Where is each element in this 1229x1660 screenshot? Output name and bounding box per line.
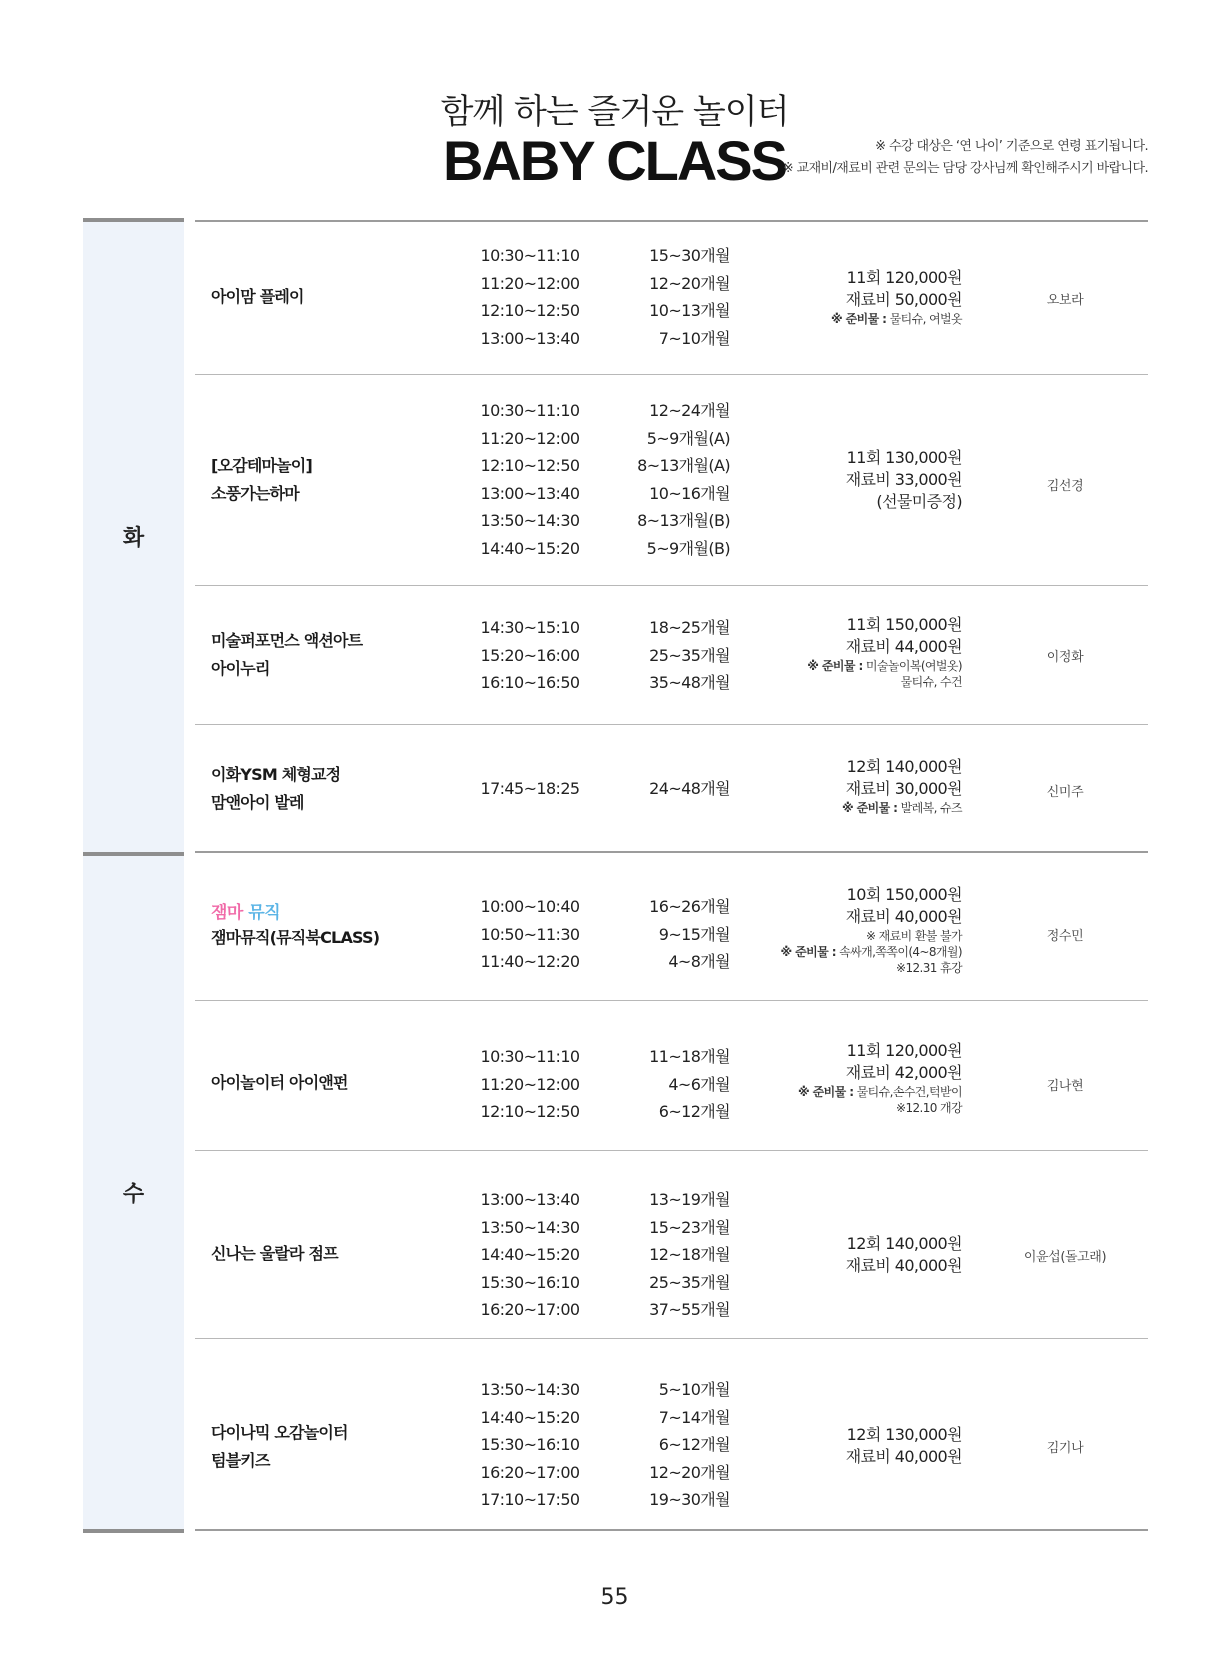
table-bottom-line	[195, 1529, 1148, 1531]
day-column-divider-bar	[83, 852, 184, 856]
day-column-top-bar	[83, 218, 184, 222]
day-wednesday: 수	[83, 856, 184, 1529]
class-name: 다이나믹 오감놀이터 텀블키즈	[211, 1423, 348, 1470]
page-subtitle: 함께 하는 즐거운 놀이터	[440, 92, 789, 132]
class-times: 14:30~15:10 15:20~16:00 16:10~16:50	[480, 618, 580, 692]
class-times: 10:30~11:10 11:20~12:00 12:10~12:50	[480, 1047, 580, 1121]
row-divider	[195, 724, 1148, 725]
class-teacher: 오보라	[1046, 293, 1084, 308]
class-name: 잼마 뮤직 잼마뮤직(뮤직북CLASS)	[211, 902, 441, 952]
class-ages: 11~18개월 4~6개월 6~12개월	[649, 1047, 730, 1121]
class-name: 미술퍼포먼스 액션아트 아이누리	[211, 631, 363, 678]
note-material-fee: ※ 교재비/재료비 관련 문의는 담당 강사님께 확인해주시기 바랍니다.	[782, 161, 1148, 176]
page-title: BABY CLASS	[442, 129, 786, 192]
page-number: 55	[600, 1585, 629, 1610]
header-notes	[783, 136, 1148, 180]
class-ages: 24~48개월	[649, 779, 730, 798]
class-fee: 10회 150,000원 재료비 40,000원 ※ 재료비 환불 불가 ※ 준비물 : 속싸개,쪽쪽이(4~8개월) ※12.31 휴강	[780, 885, 962, 975]
class-ages: 18~25개월 25~35개월 35~48개월	[649, 618, 730, 692]
row-divider	[195, 1338, 1148, 1339]
class-name: 이화YSM 체형교정 맘앤아이 발레	[211, 765, 341, 812]
note-age-basis: ※ 수강 대상은 ‘연 나이’ 기준으로 연령 표기됩니다.	[875, 139, 1148, 154]
row-divider-day	[195, 851, 1148, 853]
day-column-bottom-bar	[83, 1529, 184, 1533]
class-ages: 13~19개월 15~23개월 12~18개월 25~35개월 37~55개월	[649, 1190, 730, 1319]
class-ages: 5~10개월 7~14개월 6~12개월 12~20개월 19~30개월	[649, 1380, 730, 1509]
row-divider	[195, 1000, 1148, 1001]
class-name: 아이맘 플레이	[211, 287, 304, 306]
row-divider	[195, 374, 1148, 375]
class-fee: 11회 120,000원 재료비 42,000원 ※ 준비물 : 물티슈,손수건,턱받이 ※12.10 개강	[798, 1041, 962, 1115]
class-fee: 12회 140,000원 재료비 40,000원	[845, 1234, 962, 1275]
class-ages: 12~24개월 5~9개월(A) 8~13개월(A) 10~16개월 8~13개월(B) 5~9개월(B)	[637, 401, 730, 558]
class-times: 10:00~10:40 10:50~11:30 11:40~12:20	[480, 897, 580, 971]
row-divider	[195, 585, 1148, 586]
class-teacher: 신미주	[1046, 785, 1084, 800]
table-top-line	[195, 220, 1148, 222]
class-fee: 12회 130,000원 재료비 40,000원	[845, 1425, 962, 1466]
class-teacher: 이정화	[1046, 650, 1084, 665]
class-ages: 16~26개월 9~15개월 4~8개월	[649, 897, 730, 971]
class-name: 아이놀이터 아이앤펀	[211, 1073, 348, 1092]
class-times: 17:45~18:25	[480, 779, 580, 798]
class-teacher: 김기나	[1046, 1441, 1084, 1456]
class-fee: 11회 120,000원 재료비 50,000원 ※ 준비물 : 물티슈, 여벌옷	[830, 268, 962, 326]
row-divider	[195, 1150, 1148, 1151]
class-fee: 11회 150,000원 재료비 44,000원 ※ 준비물 : 미술놀이복(여벌옷) 물티슈, 수건	[807, 615, 962, 689]
class-times: 13:50~14:30 14:40~15:20 15:30~16:10 16:20~17:00 17:10~17:50	[480, 1380, 580, 1509]
class-teacher: 김나현	[1046, 1079, 1084, 1094]
jamma-music-logo: 잼마 뮤직	[211, 903, 281, 923]
class-name: 신나는 울랄라 점프	[211, 1244, 338, 1263]
class-times: 10:30~11:10 11:20~12:00 12:10~12:50 13:00~13:40 13:50~14:30 14:40~15:20	[480, 401, 580, 558]
day-tuesday: 화	[83, 220, 184, 852]
class-times: 13:00~13:40 13:50~14:30 14:40~15:20 15:30~16:10 16:20~17:00	[480, 1190, 580, 1319]
class-teacher: 김선경	[1046, 479, 1084, 494]
class-fee: 11회 130,000원 재료비 33,000원 (선물미증정)	[845, 448, 962, 511]
class-teacher: 이윤섭(돌고래)	[1023, 1250, 1107, 1265]
class-teacher: 정수민	[1046, 929, 1084, 944]
class-ages: 15~30개월 12~20개월 10~13개월 7~10개월	[649, 246, 730, 348]
class-fee: 12회 140,000원 재료비 30,000원 ※ 준비물 : 발레복, 슈즈	[841, 757, 962, 815]
class-name: [오감테마놀이] 소풍가는하마	[211, 456, 312, 503]
class-times: 10:30~11:10 11:20~12:00 12:10~12:50 13:00~13:40	[480, 246, 580, 348]
